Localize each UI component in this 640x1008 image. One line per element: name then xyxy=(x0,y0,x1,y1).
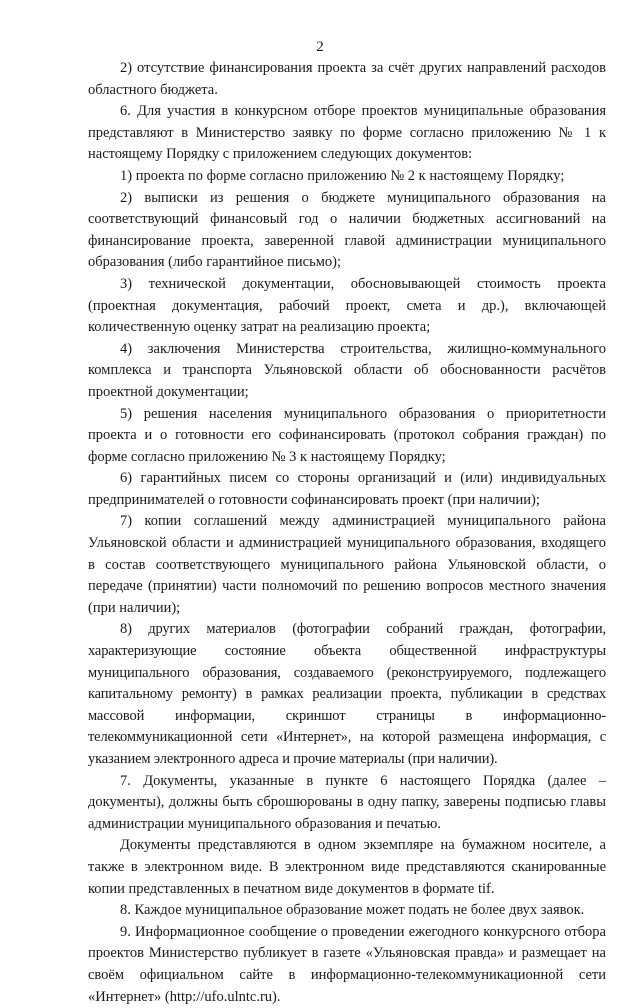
paragraph-item-6-intro: 6. Для участия в конкурсном отборе проектов муниципальные образования представляют в Министерство заявку по форме согласно приложению № 1 к настоящему Порядку с приложением следующих документов: xyxy=(88,103,606,163)
paragraph-item-6-2: 2) выписки из решения о бюджете муниципального образования на соответствующий финансовый год о наличии бюджетных ассигнований на финансирование проекта, заверенной главой администрации муниципального образования (либо гарантийное письмо); xyxy=(88,189,606,271)
page-number: 2 xyxy=(316,39,324,55)
paragraph-item-6-4: 4) заключения Министерства строительства, жилищно-коммунального комплекса и транспорта Ульяновской области об обоснованности расчётов проектной документации; xyxy=(88,340,606,400)
paragraph-item-6-7: 7) копии соглашений между администрацией муниципального района Ульяновской области и администрацией муниципального образования, входящего в состав соответствующего муниципального района Ульяновской области, о передаче (принятии) части полномочий по решению вопросов местного значения (при наличии); xyxy=(88,513,606,616)
paragraph-item-6-1: 1) проекта по форме согласно приложению № 2 к настоящему Порядку; xyxy=(120,167,565,184)
paragraph-financing-restriction: 2) отсутствие финансирования проекта за счёт других направлений расходов областного бюджета. xyxy=(88,60,606,98)
paragraph-item-6-8: 8) других материалов (фотографии собраний граждан, фотографии, характеризующие состояние объекта общественной инфраструктуры муниципального образования, создаваемого (реконструируемого, подлежащего капитальному ремонту) в рамках реализации проекта, публикации в средствах массовой информации, скриншот страницы в информационно-телекоммуникационной сети «Интернет», на которой размещена информация, с указанием электронного адреса и прочие материалы (при наличии). xyxy=(88,621,606,767)
paragraph-item-8: 8. Каждое муниципальное образование может подать не более двух заявок. xyxy=(120,902,585,919)
paragraph-item-9: 9. Информационное сообщение о проведении ежегодного конкурсного отбора проектов Министерство публикует в газете «Ульяновская правда» и размещает на своём официальном сайте в информационно-телекоммуникационной сети «Интернет» (http://ufo.ulntc.ru). xyxy=(88,923,606,1005)
paragraph-item-7: 7. Документы, указанные в пункте 6 настоящего Порядка (далее – документы), должны быть сброшюрованы в одну папку, заверены подписью главы администрации муниципального образования и печатью. xyxy=(88,772,606,832)
paragraph-item-6-6: 6) гарантийных писем со стороны организаций и (или) индивидуальных предпринимателей о готовности софинансировать проект (при наличии); xyxy=(88,470,606,508)
paragraph-item-7-copies: Документы представляются в одном экземпляре на бумажном носителе, а также в электронном виде. В электронном виде представляются сканированные копии представленных в печатном виде документов в формате tif. xyxy=(88,837,606,897)
document-body xyxy=(88,58,606,1008)
paragraph-item-6-3: 3) технической документации, обосновывающей стоимость проекта (проектная документация, рабочий проект, смета и др.), включающей количественную оценку затрат на реализацию проекта; xyxy=(88,275,606,336)
paragraph-item-6-5: 5) решения населения муниципального образования о приоритетности проекта и о готовности его софинансировать (протокол собрания граждан) по форме согласно приложению № 3 к настоящему Порядку; xyxy=(88,405,606,465)
